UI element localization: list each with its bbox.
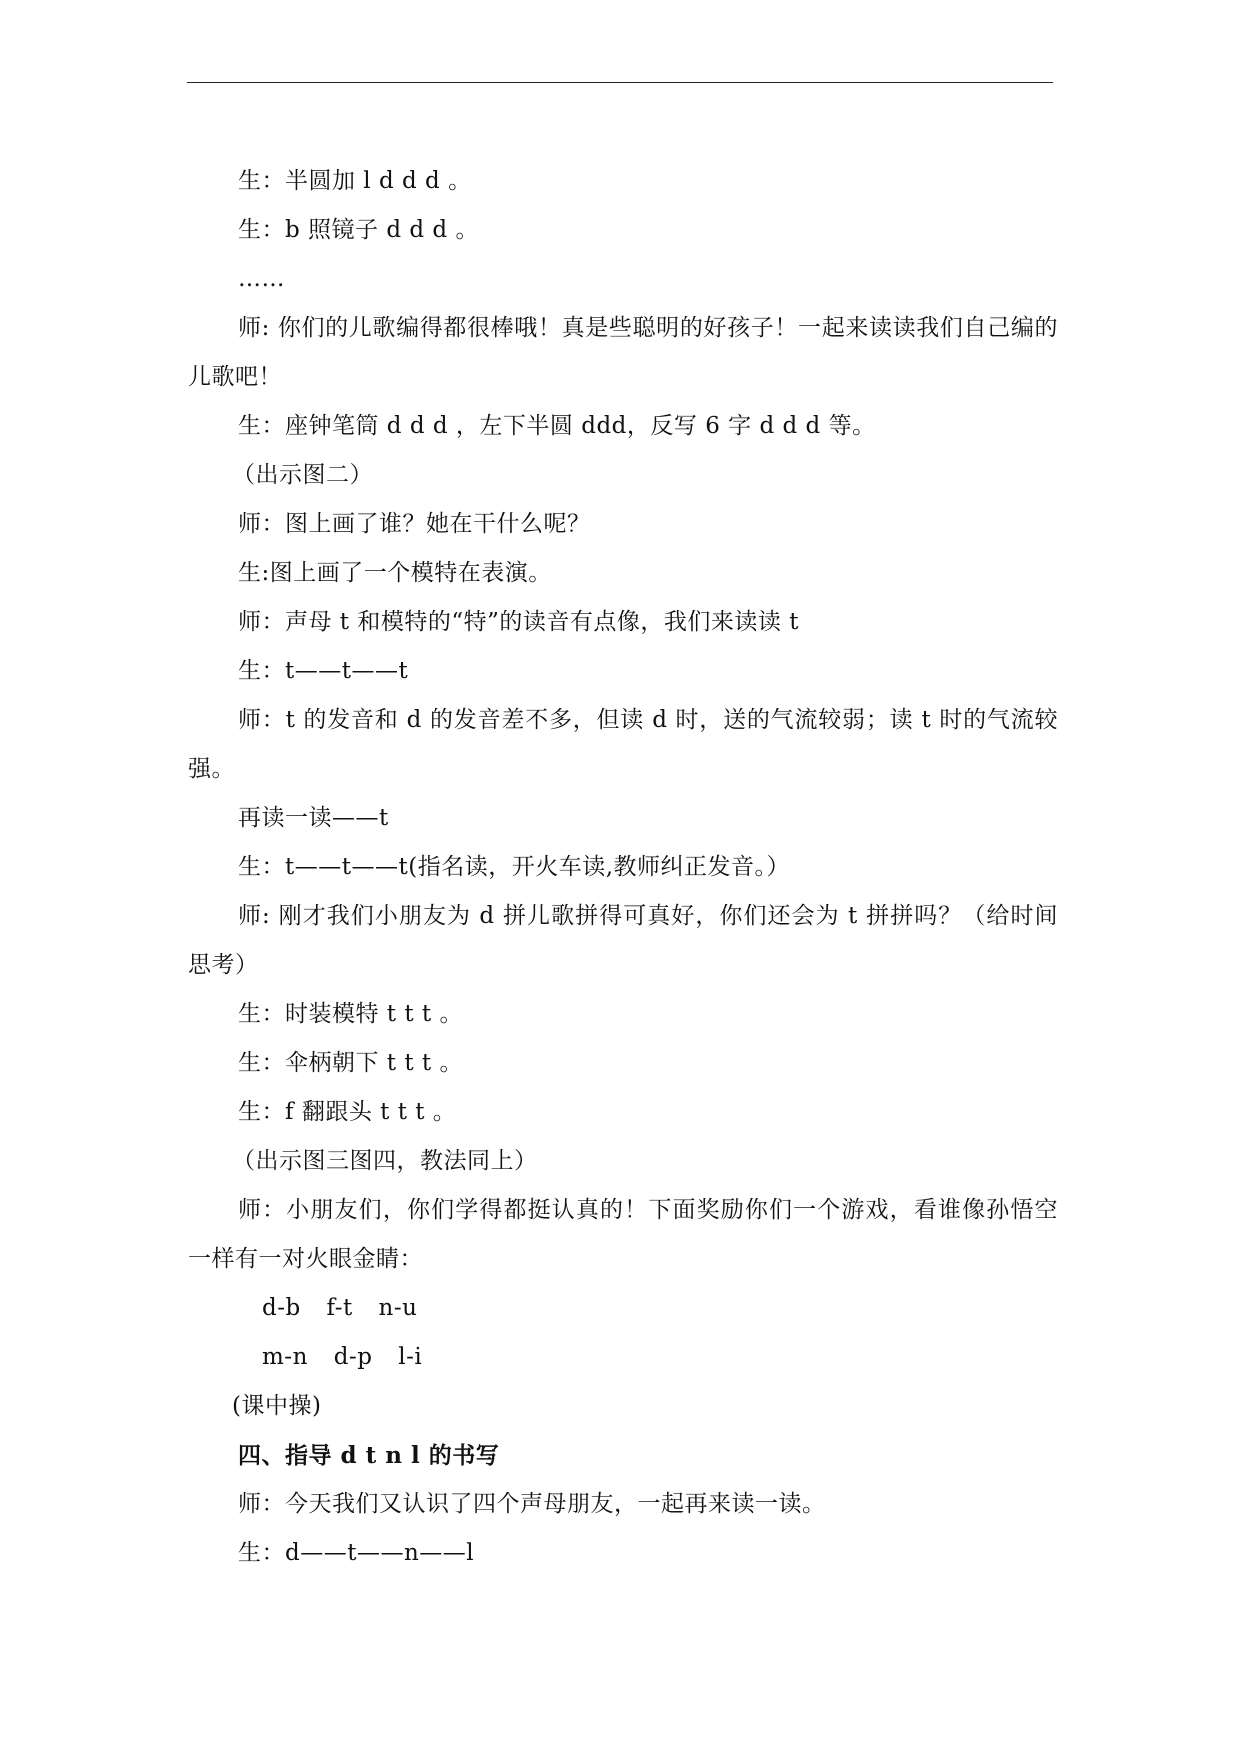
document-body — [188, 157, 1058, 1578]
rhyme-question-paragraph: 师: 刚才我们小朋友为 d 拼儿歌拼得可真好，你们还会为 t 拼拼吗？（给时间思考） — [188, 903, 1058, 978]
dialogue-line-10: 生：t——t——t — [238, 658, 409, 684]
stage-note-exercise: (课中操) — [232, 1393, 322, 1419]
dialogue-line-24: 师：今天我们又认识了四个声母朋友，一起再来读一读。 — [238, 1491, 826, 1517]
header-rule — [187, 82, 1053, 83]
pronunciation-paragraph: 师：t 的发音和 d 的发音差不多，但读 d 时，送的气流较弱；读 t 时的气流较强。 — [188, 707, 1058, 782]
pinyin-pairs-row-2: m-n d-p l-i — [262, 1344, 423, 1370]
dialogue-line-1: 生：半圆加 l d d d 。 — [238, 168, 472, 194]
dialogue-line-2: 生：b 照镜子 d d d 。 — [238, 217, 479, 243]
dialogue-line-8: 生:图上画了一个模特在表演。 — [238, 560, 552, 586]
section-heading-writing: 四、指导 d t n l 的书写 — [238, 1442, 500, 1469]
stage-note-figure-3-4: （出示图三图四，教法同上） — [232, 1148, 538, 1174]
pinyin-pairs-row-1: d-b f-t n-u — [262, 1295, 418, 1321]
dialogue-line-17: 生：f 翻跟头 t t t 。 — [238, 1099, 457, 1125]
dialogue-line-16: 生：伞柄朝下 t t t 。 — [238, 1050, 463, 1076]
dialogue-line-5: 生：座钟笔筒 d d d ，左下半圆 ddd，反写 6 字 d d d 等。 — [238, 413, 876, 439]
ellipsis-line: …… — [238, 266, 285, 292]
game-intro-paragraph: 师：小朋友们，你们学得都挺认真的！下面奖励你们一个游戏，看谁像孙悟空一样有一对火眼金睛： — [188, 1197, 1058, 1272]
dialogue-line-9: 师：声母 t 和模特的“特”的读音有点像，我们来读读 t — [238, 609, 799, 635]
stage-note-figure-2: （出示图二） — [232, 462, 373, 488]
dialogue-line-15: 生：时装模特 t t t 。 — [238, 1001, 463, 1027]
dialogue-line-7: 师：图上画了谁？她在干什么呢？ — [238, 511, 591, 537]
dialogue-line-13: 生：t——t——t(指名读，开火车读,教师纠正发音。） — [238, 854, 791, 880]
dialogue-line-12: 再读一读——t — [238, 805, 389, 831]
teacher-praise-paragraph: 师: 你们的儿歌编得都很棒哦！真是些聪明的好孩子！一起来读读我们自己编的儿歌吧！ — [188, 315, 1058, 390]
dialogue-line-25: 生：d——t——n——l — [238, 1540, 475, 1566]
